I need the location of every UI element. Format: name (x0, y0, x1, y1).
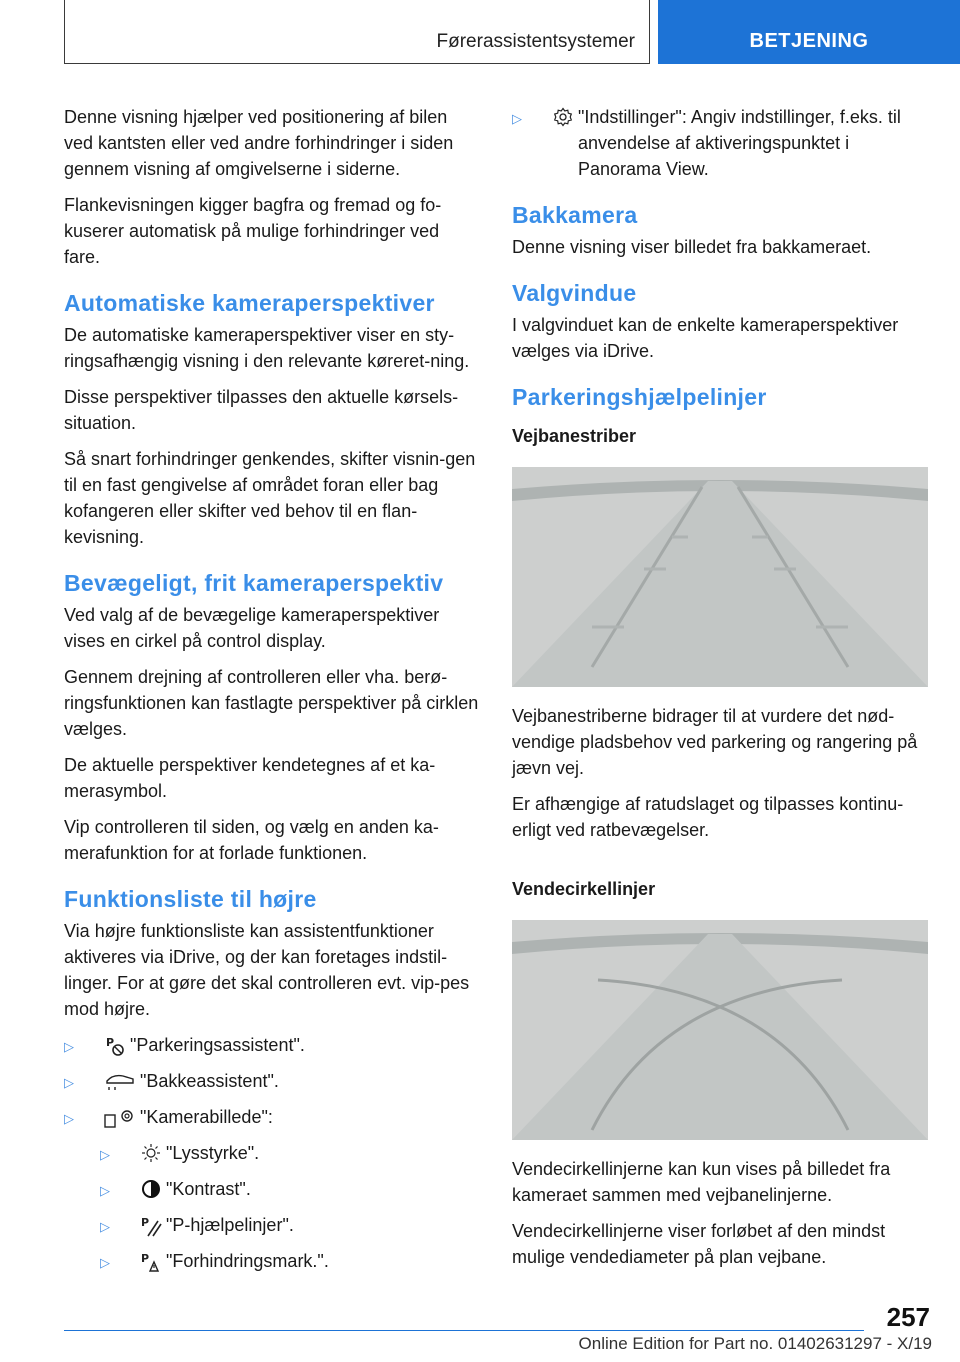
section-tab (658, 0, 960, 64)
sub-list (100, 1140, 480, 1276)
page-number: 257 (886, 1302, 930, 1332)
list-item-label: "Lysstyrke". (166, 1143, 260, 1163)
bullet-triangle-icon: ▷ (64, 1111, 74, 1126)
paragraph: Gennem drejning af controlleren eller vha. berø-ringsfunktionen kan fastlagte perspektiver på cirklen vælges. (64, 667, 479, 739)
list-item-label: "Indstillinger": Angiv indstillinger, f.eks. til anvendelse af aktiveringspunktet i Panorama View. (578, 107, 901, 179)
paragraph: Denne visning viser billedet fra bakkameraet. (512, 237, 872, 257)
paragraph: I valgvinduet kan de enkelte kameraperspektiver vælges via iDrive. (512, 315, 899, 361)
list-item (100, 1248, 480, 1276)
section-heading-parking-lines: Parkeringshjælpelinjer (512, 384, 767, 410)
list-item (64, 1068, 480, 1096)
list-item-label: "Bakkeassistent". (140, 1071, 279, 1091)
list-item (100, 1212, 480, 1240)
turning-circle-image (512, 920, 928, 1140)
section-heading-auto: Automatiske kameraperspektiver (64, 290, 435, 316)
paragraph: Ved valg af de bevægelige kameraperspektiver vises en cirkel på control display. (64, 605, 440, 651)
list-item-label: "Forhindringsmark.". (166, 1251, 329, 1271)
list-item (100, 1176, 480, 1204)
left-column (64, 104, 480, 1284)
section-heading-funcs: Funktionsliste til højre (64, 886, 317, 912)
paragraph: Via højre funktionsliste kan assistentfunktioner aktiveres via iDrive, og der kan foretages indstil-linger. For at gøre det skal controlleren evt. vip-pes mod højre. (64, 921, 470, 1019)
camera-image-icon (100, 1104, 140, 1129)
contrast-icon (136, 1176, 166, 1199)
bullet-triangle-icon: ▷ (100, 1255, 110, 1270)
bullet-triangle-icon: ▷ (512, 111, 522, 126)
list-item-label: "Parkeringsassistent". (130, 1035, 305, 1055)
list-item-label: "Kamerabillede": (140, 1107, 273, 1127)
obstacle-marking-icon (136, 1248, 166, 1273)
svg-text:P: P (106, 1036, 115, 1049)
list-item (100, 1140, 480, 1168)
header-title-box (64, 0, 650, 64)
footer-divider (64, 1330, 864, 1331)
paragraph: Vejbanestriberne bidrager til at vurdere det nød-vendige pladsbehov ved parkering og rangering på jævn vej. (512, 706, 918, 778)
right-column (512, 104, 928, 1280)
paragraph: De aktuelle perspektiver kendetegnes af et ka-merasymbol. (64, 755, 436, 801)
intro-paragraph: Flankevisningen kigger bagfra og fremad og fo-kuserer automatisk på mulige forhindringer ved fare. (64, 195, 442, 267)
list-item-label: "P-hjælpelinjer". (166, 1215, 294, 1235)
list-item (64, 1032, 480, 1060)
header-title: Førerassistentsystemer (436, 30, 635, 52)
parking-assistant-icon (100, 1032, 130, 1057)
paragraph: Disse perspektiver tilpasses den aktuelle kørsels-situation. (64, 387, 459, 433)
intro-paragraph: Denne visning hjælper ved positionering af bilen ved kantsten eller ved andre forhindringer i siden gennem visning af omgivelserne i siderne. (64, 107, 454, 179)
section-heading-window: Valgvindue (512, 280, 637, 306)
section-heading-ground-cam: Bakkamera (512, 202, 638, 228)
settings-gear-icon (548, 104, 578, 127)
paragraph: Vendecirkellinjerne kan kun vises på billedet fra kameraet sammen med vejbanelinjerne. (512, 1159, 891, 1205)
paragraph: Vendecirkellinjerne viser forløbet af den mindst mulige vendediameter på plan vejbane. (512, 1221, 886, 1267)
ground-assistant-icon (100, 1068, 140, 1091)
brightness-icon (136, 1140, 166, 1163)
list-item (64, 1104, 480, 1132)
bullet-triangle-icon: ▷ (100, 1219, 110, 1234)
bullet-triangle-icon: ▷ (100, 1183, 110, 1198)
section-heading-free: Bevægeligt, frit kameraperspektiv (64, 570, 444, 596)
paragraph: Vip controlleren til siden, og vælg en anden ka-merafunktion for at forlade funktionen. (64, 817, 439, 863)
paragraph: Er afhængige af ratudslaget og tilpasses kontinu-erligt ved ratbevægelser. (512, 794, 904, 840)
list-item (512, 104, 928, 182)
subheading-turning: Vendecirkellinjer (512, 879, 656, 899)
section-tab-label: BETJENING (749, 29, 869, 52)
bullet-triangle-icon: ▷ (64, 1039, 74, 1054)
bullet-triangle-icon: ▷ (100, 1147, 110, 1162)
p-guidelines-icon (136, 1212, 166, 1237)
list-item-label: "Kontrast". (166, 1179, 251, 1199)
subheading-lanes: Vejbanestriber (512, 426, 637, 446)
footer-edition-text: Online Edition for Part no. 01402631297 - X/19 (578, 1334, 932, 1353)
lane-lines-image (512, 467, 928, 687)
bullet-triangle-icon: ▷ (64, 1075, 74, 1090)
paragraph: Så snart forhindringer genkendes, skifter visnin-gen til en fast gengivelse af området foran eller bag kofangeren eller skifter ved behov til en flan-kevisning. (64, 449, 476, 547)
svg-text:P: P (141, 1216, 150, 1229)
svg-text:P: P (141, 1252, 150, 1265)
paragraph: De automatiske kameraperspektiver viser en sty-ringsafhængig visning i den relevante køreret-ning. (64, 325, 470, 371)
